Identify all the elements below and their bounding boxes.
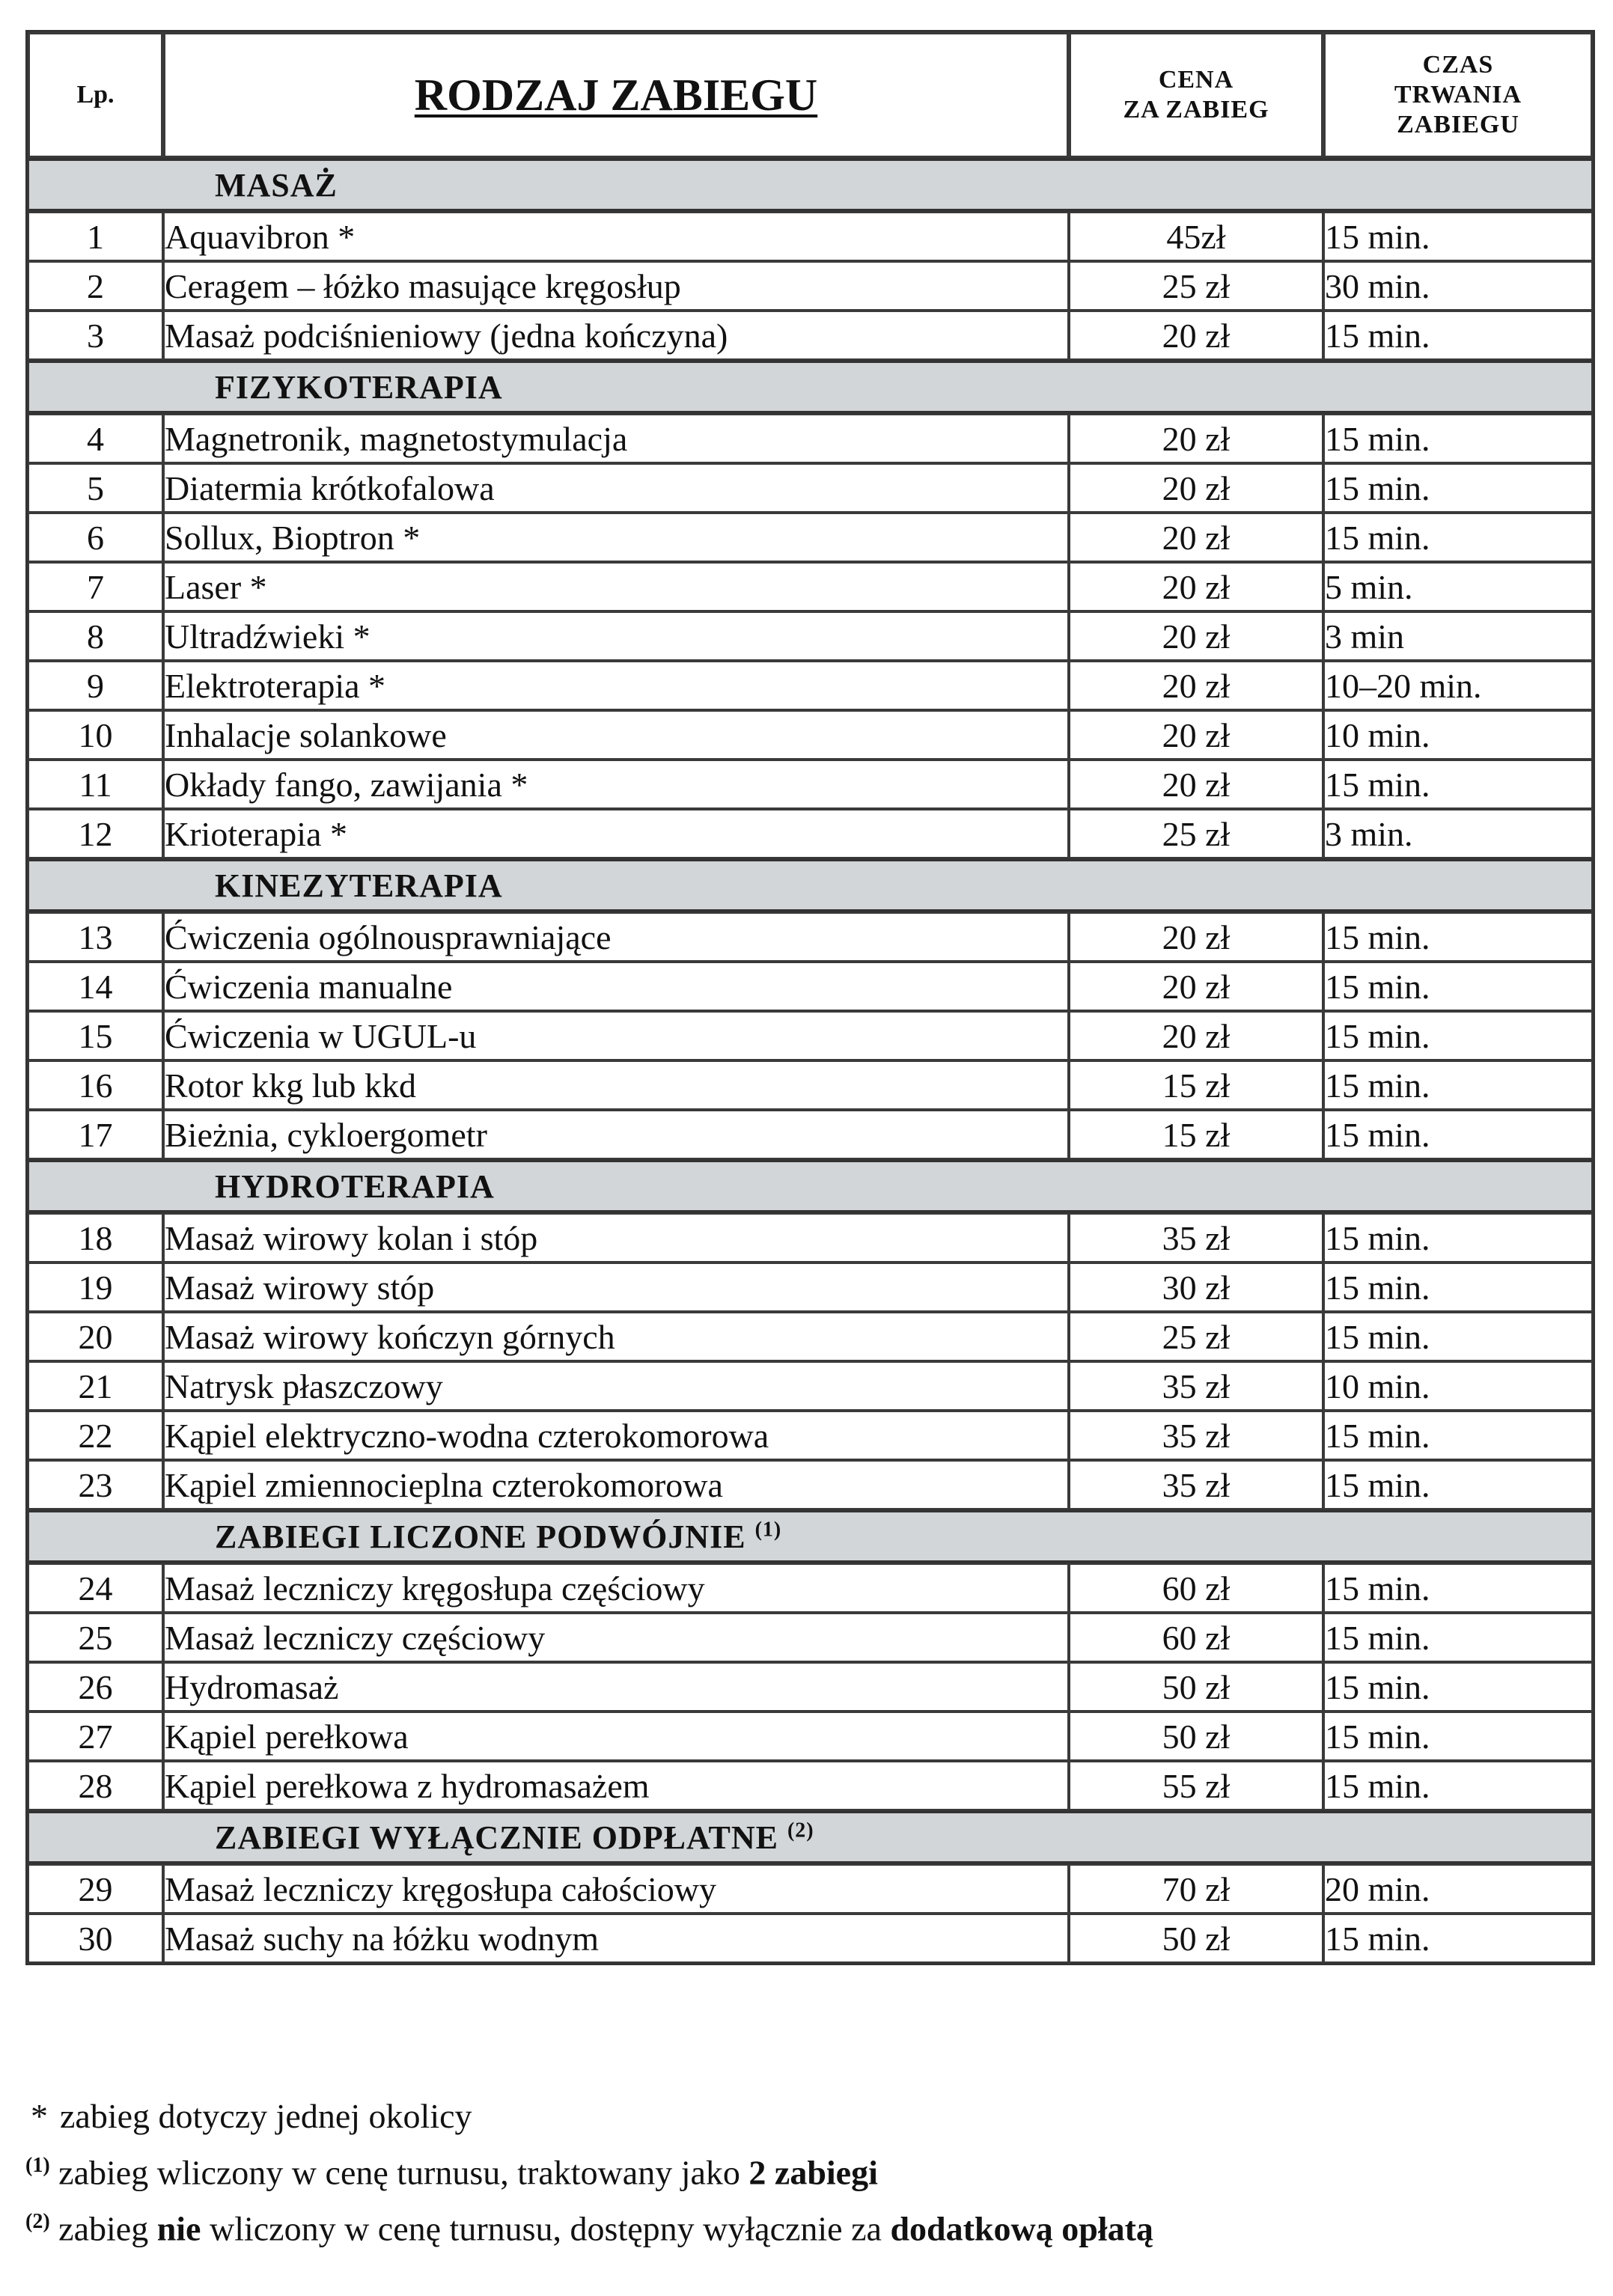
header-time-line: TRWANIA [1394,80,1522,109]
section-title-cell [28,1509,1593,1563]
section-title: FIZYKOTERAPIA [215,368,503,406]
header-time [1323,32,1593,158]
price-cell: 20 zł [1069,760,1323,809]
table-row [28,661,1593,710]
lp-cell: 6 [28,513,163,562]
time-cell: 15 min. [1323,1914,1593,1963]
time-cell: 10–20 min. [1323,661,1593,710]
time-cell: 20 min. [1323,1864,1593,1914]
price-cell: 25 zł [1069,1312,1323,1361]
time-cell: 15 min. [1323,414,1593,463]
lp-cell: 25 [28,1613,163,1662]
footnote-text: wliczony w cenę turnusu, dostępny wyłącznie za [209,2209,882,2248]
price-cell: 20 zł [1069,1011,1323,1060]
name-cell: Masaż wirowy kończyn górnych [163,1312,1069,1361]
time-cell: 15 min. [1323,1613,1593,1662]
price-cell: 20 zł [1069,962,1323,1011]
lp-cell: 8 [28,611,163,661]
table-row [28,1213,1593,1263]
name-cell: Diatermia krótkofalowa [163,463,1069,513]
footnote-bold: dodatkową opłatą [890,2209,1153,2248]
time-cell: 15 min. [1323,1213,1593,1263]
time-cell: 10 min. [1323,710,1593,760]
name-cell: Masaż wirowy kolan i stóp [163,1213,1069,1263]
name-cell: Masaż suchy na łóżku wodnym [163,1914,1069,1963]
time-cell: 15 min. [1323,1411,1593,1460]
lp-cell: 15 [28,1011,163,1060]
name-cell: Hydromasaż [163,1662,1069,1712]
price-cell: 15 zł [1069,1110,1323,1159]
lp-cell: 9 [28,661,163,710]
name-cell: Ćwiczenia w UGUL-u [163,1011,1069,1060]
lp-cell: 4 [28,414,163,463]
price-cell: 45zł [1069,212,1323,261]
section-row [28,1810,1593,1864]
lp-cell: 21 [28,1361,163,1411]
name-cell: Aquavibron * [163,212,1069,261]
lp-cell: 16 [28,1060,163,1110]
table-row [28,760,1593,809]
name-cell: Okłady fango, zawijania * [163,760,1069,809]
time-cell: 10 min. [1323,1361,1593,1411]
name-cell: Laser * [163,562,1069,611]
table-body [28,158,1593,1963]
name-cell: Elektroterapia * [163,661,1069,710]
header-name [163,32,1069,158]
table-row [28,212,1593,261]
name-cell: Kąpiel zmiennocieplna czterokomorowa [163,1460,1069,1509]
footnote-bold: 2 zabiegi [748,2153,878,2192]
time-cell: 15 min. [1323,311,1593,360]
table-row [28,562,1593,611]
price-cell: 35 zł [1069,1460,1323,1509]
lp-cell: 22 [28,1411,163,1460]
lp-cell: 2 [28,261,163,311]
table-row [28,962,1593,1011]
price-cell: 60 zł [1069,1563,1323,1613]
price-cell: 35 zł [1069,1411,1323,1460]
header-time-line: CZAS [1422,50,1494,79]
table-row [28,809,1593,858]
table-row [28,1914,1593,1963]
footnote-marker: (1) [25,2154,50,2177]
section-title: KINEZYTERAPIA [215,867,503,904]
footnote-bold: nie [156,2209,201,2248]
table-row [28,463,1593,513]
price-cell: 20 zł [1069,912,1323,962]
lp-cell: 1 [28,212,163,261]
footnotes [25,2092,1560,2254]
lp-cell: 10 [28,710,163,760]
table-row [28,513,1593,562]
footnote-star [25,2092,1560,2141]
name-cell: Ultradźwieki * [163,611,1069,661]
price-cell: 35 zł [1069,1213,1323,1263]
footnote-1 [25,2141,1560,2197]
table-header-row [28,32,1593,158]
header-price-line: CENA [1158,65,1234,94]
name-cell: Bieżnia, cykloergometr [163,1110,1069,1159]
table-row [28,1563,1593,1613]
price-cell: 25 zł [1069,809,1323,858]
table-row [28,1411,1593,1460]
time-cell: 15 min. [1323,1263,1593,1312]
name-cell: Inhalacje solankowe [163,710,1069,760]
table-row [28,1712,1593,1761]
lp-cell: 20 [28,1312,163,1361]
lp-cell: 11 [28,760,163,809]
price-cell: 20 zł [1069,414,1323,463]
header-name-text: RODZAJ ZABIEGU [414,70,818,120]
table-row [28,311,1593,360]
name-cell: Kąpiel perełkowa z hydromasażem [163,1761,1069,1810]
section-row [28,858,1593,912]
footnote-text: zabieg [58,2209,149,2248]
header-price [1069,32,1323,158]
lp-cell: 13 [28,912,163,962]
price-cell: 20 zł [1069,311,1323,360]
footnote-2 [25,2197,1560,2253]
price-cell: 70 zł [1069,1864,1323,1914]
time-cell: 15 min. [1323,212,1593,261]
footnote-marker: (2) [25,2210,50,2234]
price-cell: 20 zł [1069,463,1323,513]
section-title: ZABIEGI LICZONE PODWÓJNIE [215,1518,746,1555]
time-cell: 15 min. [1323,1563,1593,1613]
table-row [28,710,1593,760]
lp-cell: 27 [28,1712,163,1761]
name-cell: Natrysk płaszczowy [163,1361,1069,1411]
table-row [28,1011,1593,1060]
header-price-line: ZA ZABIEG [1123,96,1269,123]
section-title-cell [28,1810,1593,1864]
footnote-text: zabieg dotyczy jednej okolicy [60,2097,472,2135]
lp-cell: 3 [28,311,163,360]
section-title-cell [28,360,1593,414]
section-note: (1) [754,1517,782,1541]
name-cell: Rotor kkg lub kkd [163,1060,1069,1110]
footnote-text: zabieg wliczony w cenę turnusu, traktowany jako [58,2153,740,2192]
section-note: (2) [787,1818,814,1842]
price-cell: 60 zł [1069,1613,1323,1662]
table-row [28,261,1593,311]
name-cell: Masaż leczniczy częściowy [163,1613,1069,1662]
footnote-marker: * [31,2097,48,2135]
time-cell: 15 min. [1323,513,1593,562]
time-cell: 30 min. [1323,261,1593,311]
section-row [28,158,1593,212]
lp-cell: 14 [28,962,163,1011]
table-row [28,1060,1593,1110]
time-cell: 15 min. [1323,1312,1593,1361]
time-cell: 15 min. [1323,1662,1593,1712]
lp-cell: 12 [28,809,163,858]
lp-cell: 18 [28,1213,163,1263]
table-row [28,1864,1593,1914]
name-cell: Magnetronik, magnetostymulacja [163,414,1069,463]
lp-cell: 23 [28,1460,163,1509]
time-cell: 3 min. [1323,809,1593,858]
price-cell: 50 zł [1069,1712,1323,1761]
table-row [28,912,1593,962]
time-cell: 15 min. [1323,1712,1593,1761]
price-cell: 20 zł [1069,661,1323,710]
name-cell: Ceragem – łóżko masujące kręgosłup [163,261,1069,311]
table-row [28,611,1593,661]
time-cell: 3 min [1323,611,1593,661]
name-cell: Ćwiczenia ogólnousprawniające [163,912,1069,962]
name-cell: Kąpiel elektryczno-wodna czterokomorowa [163,1411,1069,1460]
price-cell: 35 zł [1069,1361,1323,1411]
section-title: HYDROTERAPIA [215,1167,495,1205]
section-title: ZABIEGI WYŁĄCZNIE ODPŁATNE [215,1819,778,1856]
section-title: MASAŻ [215,166,338,204]
lp-cell: 28 [28,1761,163,1810]
table-row [28,1460,1593,1509]
time-cell: 15 min. [1323,1060,1593,1110]
table-row [28,1361,1593,1411]
time-cell: 15 min. [1323,760,1593,809]
name-cell: Masaż leczniczy kręgosłupa całościowy [163,1864,1069,1914]
name-cell: Masaż leczniczy kręgosłupa częściowy [163,1563,1069,1613]
time-cell: 5 min. [1323,562,1593,611]
table-row [28,1312,1593,1361]
price-cell: 30 zł [1069,1263,1323,1312]
lp-cell: 26 [28,1662,163,1712]
time-cell: 15 min. [1323,1011,1593,1060]
price-cell: 50 zł [1069,1662,1323,1712]
header-time-line: ZABIEGU [1397,111,1519,139]
name-cell: Ćwiczenia manualne [163,962,1069,1011]
name-cell: Sollux, Bioptron * [163,513,1069,562]
lp-cell: 7 [28,562,163,611]
lp-cell: 24 [28,1563,163,1613]
lp-cell: 29 [28,1864,163,1914]
price-cell: 15 zł [1069,1060,1323,1110]
section-row [28,1509,1593,1563]
section-title-cell [28,858,1593,912]
table-row [28,1662,1593,1712]
table-row [28,414,1593,463]
price-cell: 55 zł [1069,1761,1323,1810]
table-row [28,1761,1593,1810]
name-cell: Masaż podciśnieniowy (jedna kończyna) [163,311,1069,360]
table-row [28,1613,1593,1662]
price-cell: 20 zł [1069,562,1323,611]
section-row [28,1159,1593,1213]
section-row [28,360,1593,414]
time-cell: 15 min. [1323,912,1593,962]
price-table [25,30,1595,1965]
price-cell: 20 zł [1069,710,1323,760]
time-cell: 15 min. [1323,962,1593,1011]
lp-cell: 30 [28,1914,163,1963]
table-row [28,1263,1593,1312]
price-cell: 20 zł [1069,611,1323,661]
name-cell: Kąpiel perełkowa [163,1712,1069,1761]
time-cell: 15 min. [1323,1761,1593,1810]
price-cell: 50 zł [1069,1914,1323,1963]
price-cell: 25 zł [1069,261,1323,311]
lp-cell: 17 [28,1110,163,1159]
price-cell: 20 zł [1069,513,1323,562]
section-title-cell [28,1159,1593,1213]
time-cell: 15 min. [1323,1110,1593,1159]
header-lp: Lp. [28,32,163,158]
name-cell: Krioterapia * [163,809,1069,858]
time-cell: 15 min. [1323,1460,1593,1509]
lp-cell: 5 [28,463,163,513]
time-cell: 15 min. [1323,463,1593,513]
name-cell: Masaż wirowy stóp [163,1263,1069,1312]
lp-cell: 19 [28,1263,163,1312]
table-row [28,1110,1593,1159]
section-title-cell [28,158,1593,212]
